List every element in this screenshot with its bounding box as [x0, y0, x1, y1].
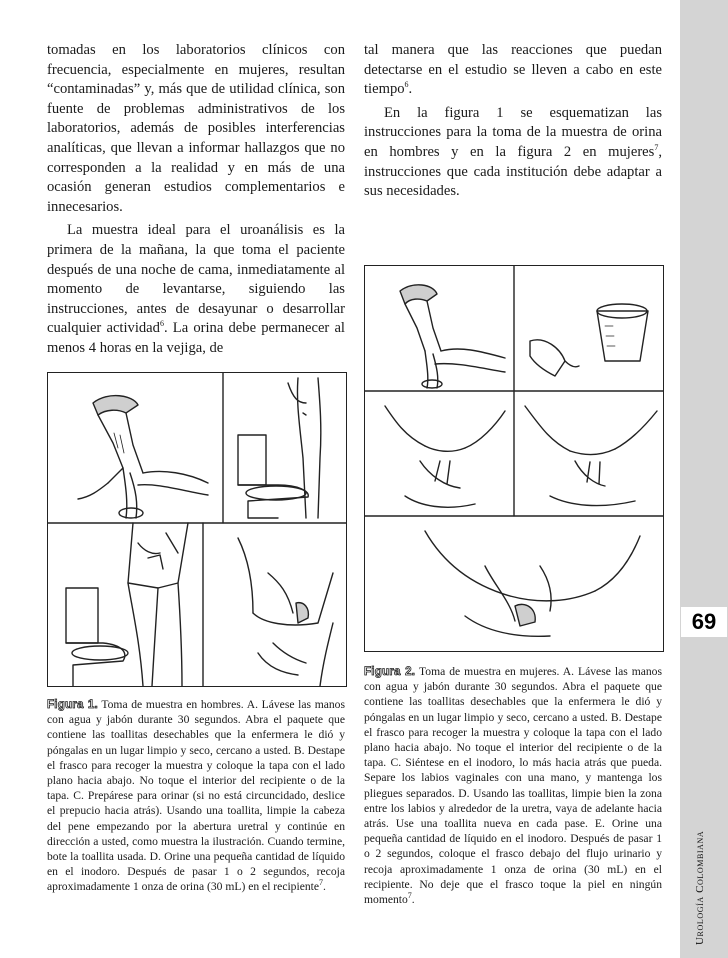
right-paragraph-2-end: , instrucciones que cada institución debe adaptar a sus necesidades.	[364, 143, 662, 200]
figure-1-label: Figura 1.	[47, 698, 98, 711]
figure-2-caption-end: .	[411, 893, 415, 907]
right-paragraph-2-text: En la figura 1 se esquematizan las instrucciones para la toma de la muestra de orina en hombres y en la figura 2 en mujeres	[364, 104, 662, 160]
citation-ref: 6	[404, 80, 409, 90]
left-paragraph-2-text: La muestra ideal para el uroanálisis es la primera de la mañana, la que toma el paciente después de una noche de cama, inmediatamente al momento de levantarse, siguiendo las instrucciones, antes de desayunar o desarrollar cualquier actividad	[47, 222, 345, 337]
figure-1-drawings	[48, 373, 346, 686]
figure-1-caption-text: Toma de muestra en hombres. A. Lávese las manos con agua y jabón durante 30 segundos. Abra el paquete que contiene las toallitas desechables que la enfermera le dió y póngalas en un lugar limpio y seco, cercano a usted. B. Destape el frasco para recoger la muestra y coloque la tapa con el lado plano hacia abajo. No toque el interior del recipiente o de la tapa. C. Prepárese para orinar (si no está circuncidado, deslice el prepucio hacia atrás). Usando una toallita, limpie la cabeza del pene empezando por la abertura uretral y continúe en dirección a usted, como muestra la ilustración. Cuando termine, bote la toallita usada. D. Orine una pequeña cantidad de líquido en el inodoro. Después de pasar 1 o 2 segundos, recoja aproximadamente 1 onza de orina (30 mL) en el recipiente	[47, 698, 345, 894]
sample-collection-drawing	[425, 531, 640, 636]
man-shorts-drawing	[128, 523, 188, 686]
toilet-drawing	[66, 588, 128, 686]
right-paragraph-1	[364, 41, 662, 100]
sample-collection-drawing	[238, 538, 333, 686]
figure-1-illustration	[47, 372, 347, 687]
right-paragraph-1-text: tal manera que las reacciones que puedan detectarse en el estudio se lleven a cabo en este tiempo	[364, 42, 662, 98]
citation-ref: 6	[159, 319, 164, 329]
separation-drawing	[385, 406, 505, 507]
specimen-cup-drawing	[530, 304, 648, 376]
figure-2-caption-text: Toma de muestra en mujeres. A. Lávese las manos con agua y jabón durante 30 segundos. Abra el paquete que contiene las toallitas desechables que la enfermera le dió y póngalas en un lugar limpio y seco, cercano a usted. B. Destape el frasco para recoger la muestra y coloque la tapa con el lado plano hacia abajo. No toque el interior del recipiente o de la tapa. C. Siéntese en el inodoro, lo más hacia atrás que pueda. Separe los labios vaginales con una mano, y mantenga los pliegues separados. D. Usando las toallitas, limpie bien la zona entre los labios y alrededor de la uretra, vaya de adelante hacia atrás. Use una toallita nueva en cada pase. E. Orine una pequeña cantidad de líquido en el inodoro. Después de pasar 1 o 2 segundos, coloque el frasco debajo del flujo urinario y recoja aproximadamente 1 onza de orina (30 mL) en el recipiente. No deje que el frasco toque la piel en ningún momento	[364, 665, 662, 907]
left-column-text	[47, 41, 345, 359]
right-paragraph-1-end: .	[408, 81, 413, 98]
left-paragraph-1: tomadas en los laboratorios clínicos con frecuencia, especialmente en mujeres, resultan “contaminadas” y, más que de utilidad clínica, son fuente de problemas administrativos de los laboratorios, además de posibles interferencias analíticas, que llevan a informar hallazgos que no corresponden a la realidad y en más de una ocasión generan estudios complementarios e innecesarios.	[47, 42, 345, 215]
page-number: 69	[681, 607, 727, 637]
right-column-text	[364, 41, 662, 202]
side-band	[680, 0, 728, 958]
figure-2-illustration	[364, 265, 664, 652]
figure-1-caption	[47, 697, 345, 895]
handwashing-drawing	[400, 285, 505, 388]
left-paragraph-2-end: . La orina debe permanecer al menos 4 horas en la vejiga, de	[47, 320, 345, 356]
right-paragraph-2	[364, 104, 662, 202]
figure-2-drawings	[365, 266, 663, 651]
citation-ref: 7	[407, 891, 412, 901]
citation-ref: 7	[319, 878, 324, 888]
journal-name: Urología Colombiana	[694, 830, 706, 945]
toilet-legs-drawing	[238, 378, 321, 518]
handwashing-drawing	[78, 396, 208, 518]
figure-2-label: Figura 2.	[364, 665, 416, 678]
cleaning-drawing	[525, 406, 657, 506]
citation-ref: 7	[654, 143, 659, 153]
left-paragraph-2	[47, 221, 345, 358]
figure-1-caption-end: .	[323, 880, 326, 894]
figure-2-caption	[364, 664, 662, 907]
